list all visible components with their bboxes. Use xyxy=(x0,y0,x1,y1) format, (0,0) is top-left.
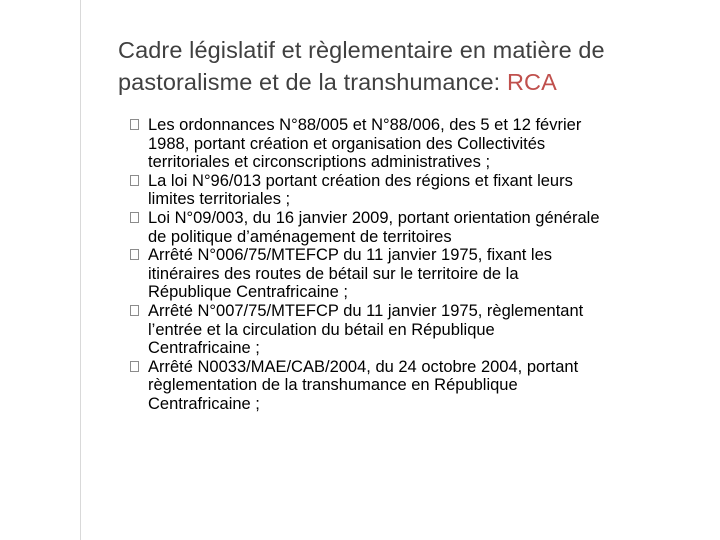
bullet-item xyxy=(130,209,710,246)
bullet-item xyxy=(130,246,710,302)
bullet-list xyxy=(130,116,710,414)
slide-title xyxy=(118,34,708,98)
bullet-text-line: Loi N°09/003, du 16 janvier 2009, portant orientation générale xyxy=(148,208,600,227)
bullet-text-line: l’entrée et la circulation du bétail en République xyxy=(148,320,495,339)
empty-square-icon xyxy=(130,212,139,223)
bullet-text-line: Centrafricaine ; xyxy=(148,394,260,413)
bullet-text-line: limites territoriales ; xyxy=(148,190,291,209)
bullet-text-line: 1988, portant création et organisation des Collectivités xyxy=(148,134,546,153)
bullet-text-line: itinéraires des routes de bétail sur le territoire de la xyxy=(148,264,519,283)
slide-title-accent: RCA xyxy=(506,69,557,95)
left-rule-divider xyxy=(80,0,81,540)
bullet-text-line: territoriales et circonscriptions administratives ; xyxy=(148,153,491,172)
bullet-text-line: Centrafricaine ; xyxy=(148,339,260,358)
slide-title-line-2: pastoralisme et de la transhumance: xyxy=(118,69,507,95)
bullet-item xyxy=(130,116,710,172)
bullet-item xyxy=(130,358,710,414)
bullet-text-line: Arrêté N0033/MAE/CAB/2004, du 24 octobre 2004, portant xyxy=(148,357,579,376)
bullet-item xyxy=(130,172,710,209)
empty-square-icon xyxy=(130,361,139,372)
bullet-text-line: Arrêté N°007/75/MTEFCP du 11 janvier 1975, règlementant xyxy=(148,301,584,320)
empty-square-icon xyxy=(130,249,139,260)
bullet-text-line: Arrêté N°006/75/MTEFCP du 11 janvier 1975, fixant les xyxy=(148,246,553,265)
bullet-text-line: République Centrafricaine ; xyxy=(148,283,348,302)
empty-square-icon xyxy=(130,175,139,186)
empty-square-icon xyxy=(130,119,139,130)
empty-square-icon xyxy=(130,305,139,316)
bullet-item xyxy=(130,302,710,358)
bullet-text-line: règlementation de la transhumance en République xyxy=(148,376,518,395)
slide-title-line-1: Cadre législatif et règlementaire en matière de xyxy=(118,37,605,63)
bullet-text-line: Les ordonnances N°88/005 et N°88/006, des 5 et 12 février xyxy=(148,116,582,134)
bullet-text-line: La loi N°96/013 portant création des régions et fixant leurs xyxy=(148,171,573,190)
bullet-text-line: de politique d’aménagement de territoires xyxy=(148,227,452,246)
